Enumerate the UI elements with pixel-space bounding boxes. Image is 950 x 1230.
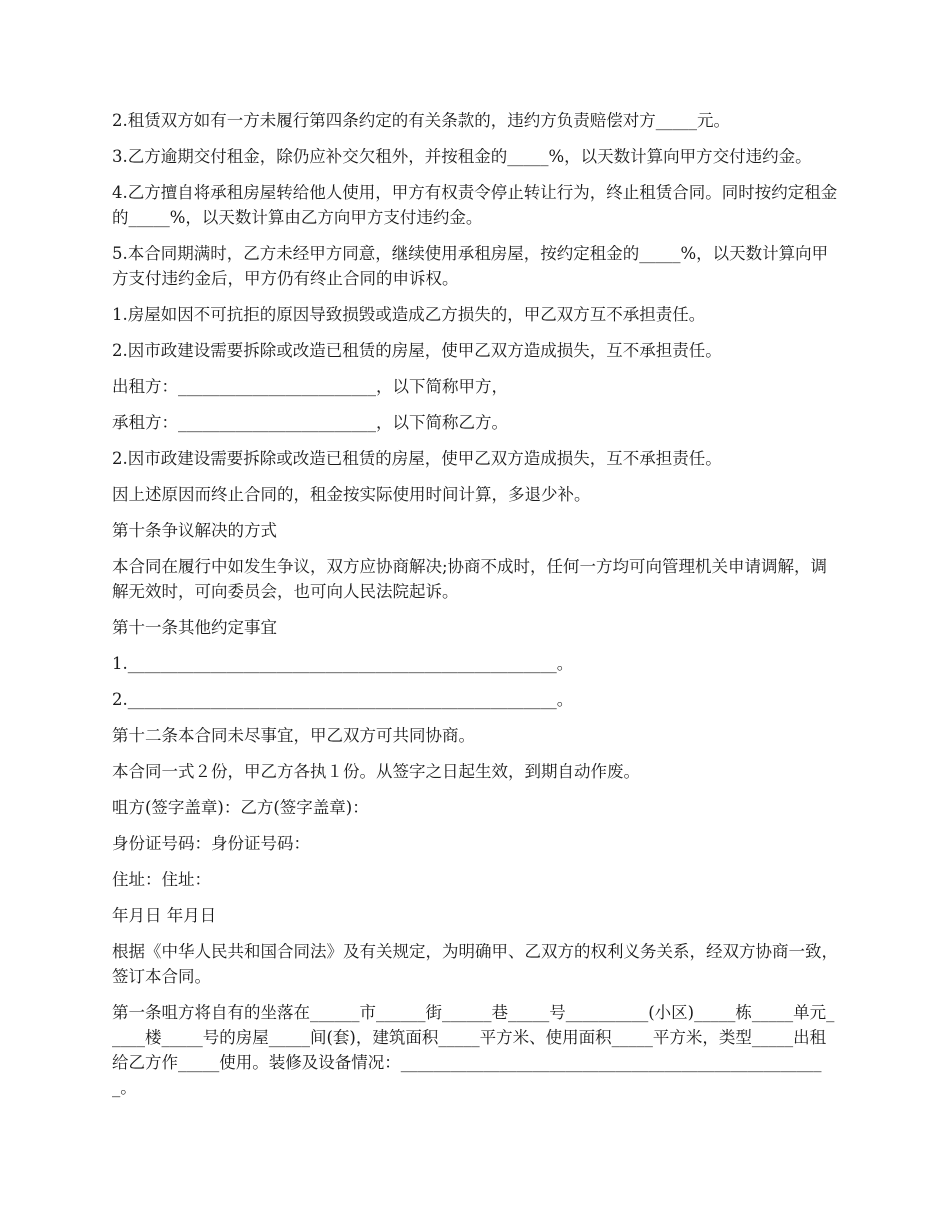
- clause-dispute: 本合同在履行中如发生争议，双方应协商解决;协商不成时，任何一方均可向管理机关申请调解，调解无效时，可向委员会，也可向人民法院起诉。: [112, 557, 828, 601]
- clause-breach-compensation: 2.租赁双方如有一方未履行第四条约定的有关条款的，违约方负责赔偿对方_____元。: [112, 111, 730, 130]
- id-number-line: 身份证号码：身份证号码：: [112, 834, 310, 853]
- clause-rent-settlement: 因上述原因而终止合同的，租金按实际使用时间计算，多退少补。: [112, 485, 591, 504]
- other-item-1: 1.____________________________________________________。: [112, 654, 574, 673]
- clause-copies: 本合同一式２份，甲乙方各执１份。从签字之日起生效，到期自动作废。: [112, 762, 640, 781]
- lessor-line: 出租方：________________________，以下简称甲方，: [112, 377, 508, 396]
- clause-late-rent: 3.乙方逾期交付租金，除仍应补交欠租外，并按租金的_____%，以天数计算向甲方交付违约金。: [112, 147, 812, 166]
- clause-municipal-demolition: 2.因市政建设需要拆除或改造已租赁的房屋，使甲乙双方造成损失，互不承担责任。: [112, 341, 722, 360]
- section-heading-dispute: 第十条争议解决的方式: [112, 521, 277, 540]
- preamble: 根据《中华人民共和国合同法》及有关规定，为明确甲、乙双方的权利义务关系，经双方协商一致，签订本合同。: [112, 942, 838, 986]
- clause-force-majeure: 1.房屋如因不可抗拒的原因导致损毁或造成乙方损失的，甲乙双方互不承担责任。: [112, 305, 706, 324]
- address-line: 住址：住址：: [112, 870, 211, 889]
- lessee-line: 承租方：________________________，以下简称乙方。: [112, 413, 508, 432]
- clause-municipal-demolition-repeat: 2.因市政建设需要拆除或改造已租赁的房屋，使甲乙双方造成损失，互不承担责任。: [112, 449, 722, 468]
- section-heading-unmentioned: 第十二条本合同未尽事宜，甲乙双方可共同协商。: [112, 726, 475, 745]
- section-heading-other: 第十一条其他约定事宜: [112, 618, 277, 637]
- signature-line: 咀方(签字盖章)：乙方(签字盖章)：: [112, 798, 369, 817]
- clause-premises: 第一条咀方将自有的坐落在______市______街______巷_____号__________(小区)_____栋_____单元_____楼_____号的房屋_____间(套)，建筑面积_____平方米、使用面积_____平方米，类型_____出租给乙方作_____使用。装修及设备情况：____________________________________________________。: [112, 1003, 835, 1097]
- date-line: 年月日 年月日: [112, 906, 217, 925]
- clause-overstay: 5.本合同期满时，乙方未经甲方同意，继续使用承租房屋，按约定租金的_____%，以天数计算向甲方支付违约金后，甲方仍有终止合同的申诉权。: [112, 244, 829, 288]
- other-item-2: 2.____________________________________________________。: [112, 690, 574, 709]
- clause-sublet: 4.乙方擅自将承租房屋转给他人使用，甲方有权责令停止转让行为，终止租赁合同。同时按约定租金的_____%，以天数计算由乙方向甲方支付违约金。: [112, 183, 838, 227]
- document-body: [112, 108, 842, 1111]
